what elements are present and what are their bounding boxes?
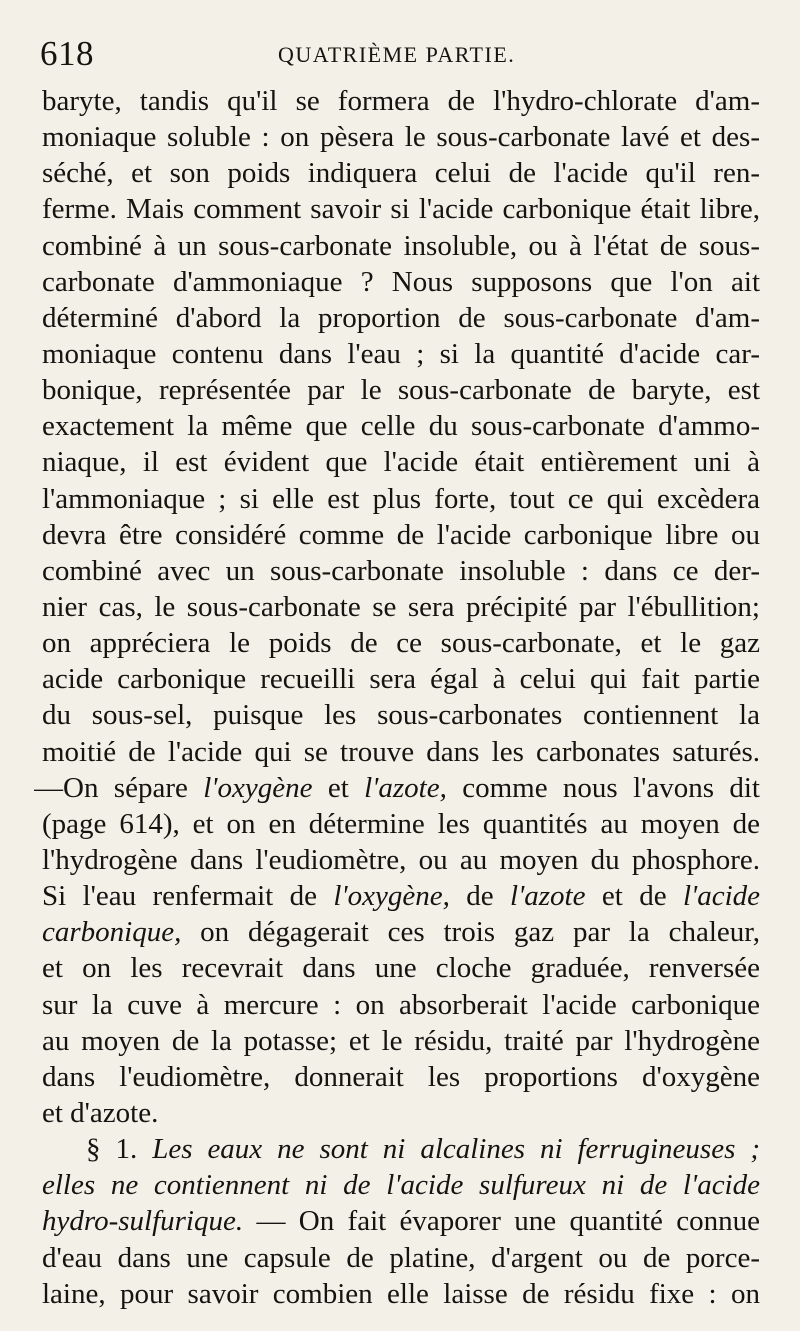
text-line: [42, 878, 760, 914]
text-line: au moyen de la potasse; et le résidu, traité par l'hydrogène: [42, 1024, 760, 1057]
italic-term: l'oxygène: [203, 771, 313, 804]
text-line: l'hydrogène dans l'eudiomètre, ou au moyen du phosphore.: [42, 843, 760, 876]
italic-term: l'azote: [510, 880, 586, 913]
text-segment: et de: [585, 880, 683, 913]
text-line: du sous-sel, puisque les sous-carbonates contiennent la: [42, 699, 760, 732]
italic-term: l'azote,: [364, 771, 447, 804]
text-line: laine, pour savoir combien elle laisse de résidu fixe : on: [42, 1277, 760, 1310]
section-heading-line: [42, 1131, 760, 1167]
section-mark: § 1.: [86, 1133, 153, 1166]
text-line: dans l'eudiomètre, donnerait les proportions d'oxygène: [42, 1060, 760, 1093]
italic-term: l'oxygène,: [333, 880, 450, 913]
text-segment: et: [312, 771, 365, 804]
text-line: exactement la même que celle du sous-carbonate d'ammo-: [42, 410, 760, 443]
text-line: [42, 1203, 760, 1239]
section-heading-line: [42, 1167, 760, 1203]
text-line: on appréciera le poids de ce sous-carbonate, et le gaz: [42, 627, 760, 660]
text-segment: —On sépare: [34, 771, 204, 804]
text-line: [34, 770, 760, 806]
text-line: et on les recevrait dans une cloche graduée, renversée: [42, 952, 760, 985]
text-line: et d'azote.: [42, 1096, 159, 1129]
text-line: bonique, représentée par le sous-carbonate de baryte, est: [42, 374, 760, 407]
text-line: d'eau dans une capsule de platine, d'argent ou de porce-: [42, 1241, 760, 1274]
text-line: moitié de l'acide qui se trouve dans les carbonates saturés.: [42, 735, 760, 768]
page-header: [40, 34, 760, 74]
section-title: elles ne contiennent ni de l'acide sulfureux ni de l'acide: [42, 1169, 760, 1202]
text-line: (page 614), et on en détermine les quantités au moyen de: [42, 807, 760, 840]
section-title: Les eaux ne sont ni alcalines ni ferrugineuses ;: [152, 1133, 760, 1166]
page-number: 618: [40, 34, 94, 73]
text-line: l'ammoniaque ; si elle est plus forte, tout ce qui excèdera: [42, 482, 760, 515]
text-line: nier cas, le sous-carbonate se sera précipité par l'ébullition;: [42, 590, 760, 623]
text-segment: Si l'eau renfermait de: [42, 880, 334, 913]
text-segment: comme nous l'avons dit: [446, 771, 760, 804]
text-line: sur la cuve à mercure : on absorberait l'acide carbonique: [42, 988, 760, 1021]
text-segment: on dégagerait ces trois gaz par la chaleur,: [181, 916, 760, 949]
text-line: combiné avec un sous-carbonate insoluble : dans ce der-: [42, 554, 760, 587]
italic-term: l'acide: [682, 880, 760, 913]
text-line: combiné à un sous-carbonate insoluble, ou à l'état de sous-: [42, 229, 760, 262]
text-line: baryte, tandis qu'il se formera de l'hydro-chlorate d'am-: [42, 85, 760, 117]
text-line: déterminé d'abord la proportion de sous-carbonate d'am-: [42, 301, 760, 334]
text-line: niaque, il est évident que l'acide était entièrement uni à: [42, 446, 760, 479]
text-line: ferme. Mais comment savoir si l'acide carbonique était libre,: [42, 193, 760, 226]
body-text: [34, 83, 760, 1312]
running-head: QUATRIÈME PARTIE.: [278, 42, 516, 67]
text-segment: — On fait évaporer une quantité connue: [243, 1205, 760, 1238]
text-line: acide carbonique recueilli sera égal à celui qui fait partie: [42, 663, 760, 696]
text-line: carbonate d'ammoniaque ? Nous supposons que l'on ait: [42, 265, 760, 298]
section-title: hydro-sulfurique.: [42, 1205, 244, 1238]
text-line: [42, 914, 760, 950]
italic-term: carbonique,: [42, 916, 182, 949]
text-segment: de: [449, 880, 511, 913]
text-line: séché, et son poids indiquera celui de l'acide qu'il ren-: [42, 157, 760, 190]
text-line: moniaque soluble : on pèsera le sous-carbonate lavé et des-: [42, 121, 760, 154]
text-line: devra être considéré comme de l'acide carbonique libre ou: [42, 518, 760, 551]
text-line: moniaque contenu dans l'eau ; si la quantité d'acide car-: [42, 337, 760, 370]
